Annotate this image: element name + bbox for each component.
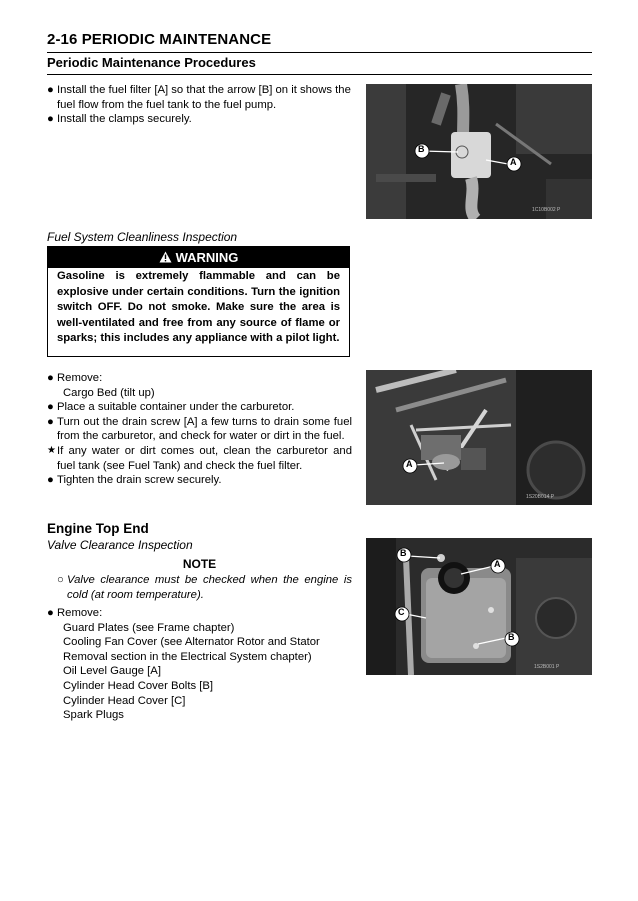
callout-label: A — [494, 559, 501, 569]
carburetor-photo — [366, 370, 592, 505]
note-title: NOTE — [182, 557, 217, 571]
callout-label: B — [400, 548, 407, 558]
bullet-icon: ● — [47, 84, 54, 96]
circle-bullet-icon: ○ — [57, 574, 64, 586]
list-item: ★ If any water or dirt comes out, clean the carburetor and fuel tank (see Fuel Tank) and check the fuel filter. — [47, 444, 352, 472]
callout-label: C — [398, 607, 405, 617]
header-divider — [47, 52, 592, 53]
bullet-icon: ● — [47, 607, 54, 619]
note-text: ○ Valve clearance must be checked when the engine is cold (at room temperature). — [57, 574, 352, 601]
remove-item: Oil Level Gauge [A] — [63, 665, 161, 678]
remove-item: Cylinder Head Cover Bolts [B] — [63, 679, 214, 692]
star-icon: ★ — [47, 444, 56, 456]
subsection-title: Fuel System Cleanliness Inspection — [47, 230, 238, 244]
warning-triangle-icon — [159, 251, 172, 263]
warning-text: Gasoline is extremely flammable and can be explosive under certain conditions. Turn the ignition switch OFF. Do not smoke. Make sure the area is well-ventilated and free from any source of flame or sparks; this includes any appliance with a pilot light. — [57, 270, 340, 345]
subsection-title: Valve Clearance Inspection — [47, 538, 193, 552]
callout-label: B — [418, 144, 425, 154]
warning-header: WARNING — [48, 247, 349, 268]
photo-code: 1S20B014 P — [526, 494, 555, 500]
callout-label: A — [406, 459, 413, 469]
list-item: ● Remove: — [47, 607, 103, 619]
section-subtitle: Periodic Maintenance Procedures — [47, 55, 256, 70]
bullet-icon: ● — [47, 113, 54, 126]
bullet-icon: ● — [47, 372, 54, 384]
photo-code: 1C10B002 P — [532, 207, 561, 213]
remove-item: Spark Plugs — [63, 709, 124, 722]
list-item: ● Place a suitable container under the carburetor. — [47, 401, 295, 414]
fuel-filter-steps — [47, 83, 352, 127]
cleanliness-steps — [47, 371, 352, 488]
section-title: Engine Top End — [47, 521, 149, 536]
callout-label: A — [510, 157, 517, 167]
bullet-icon: ● — [47, 401, 54, 414]
engine-steps — [47, 606, 352, 723]
remove-item: Cargo Bed (tilt up) — [63, 386, 155, 399]
fuel-filter-photo — [366, 84, 592, 219]
remove-item: Guard Plates (see Frame chapter) — [63, 621, 235, 634]
list-item: ● Remove: — [47, 372, 103, 384]
bullet-icon: ● — [47, 415, 54, 428]
page-title: 2-16 PERIODIC MAINTENANCE — [47, 31, 272, 48]
bullet-icon: ● — [47, 474, 54, 487]
callout-label: B — [508, 632, 515, 642]
warning-box — [47, 246, 350, 357]
list-item: ● Install the clamps securely. — [47, 113, 192, 126]
photo-code: 1S2B001 P — [534, 664, 560, 670]
list-item: ● Install the fuel filter [A] so that the arrow [B] on it shows the fuel flow from the fuel tank to the fuel pump. — [47, 84, 351, 111]
remove-item: Cylinder Head Cover [C] — [63, 694, 186, 707]
list-item: ● Turn out the drain screw [A] a few turns to drain some fuel from the carburetor, and check for water or dirt in the fuel. — [47, 415, 352, 443]
list-item: ● Tighten the drain screw securely. — [47, 474, 222, 487]
cylinder-head-photo — [366, 538, 592, 675]
subtitle-divider — [47, 74, 592, 75]
remove-item: Cooling Fan Cover (see Alternator Rotor and Stator Removal section in the Electrical System chapter) — [63, 636, 320, 663]
